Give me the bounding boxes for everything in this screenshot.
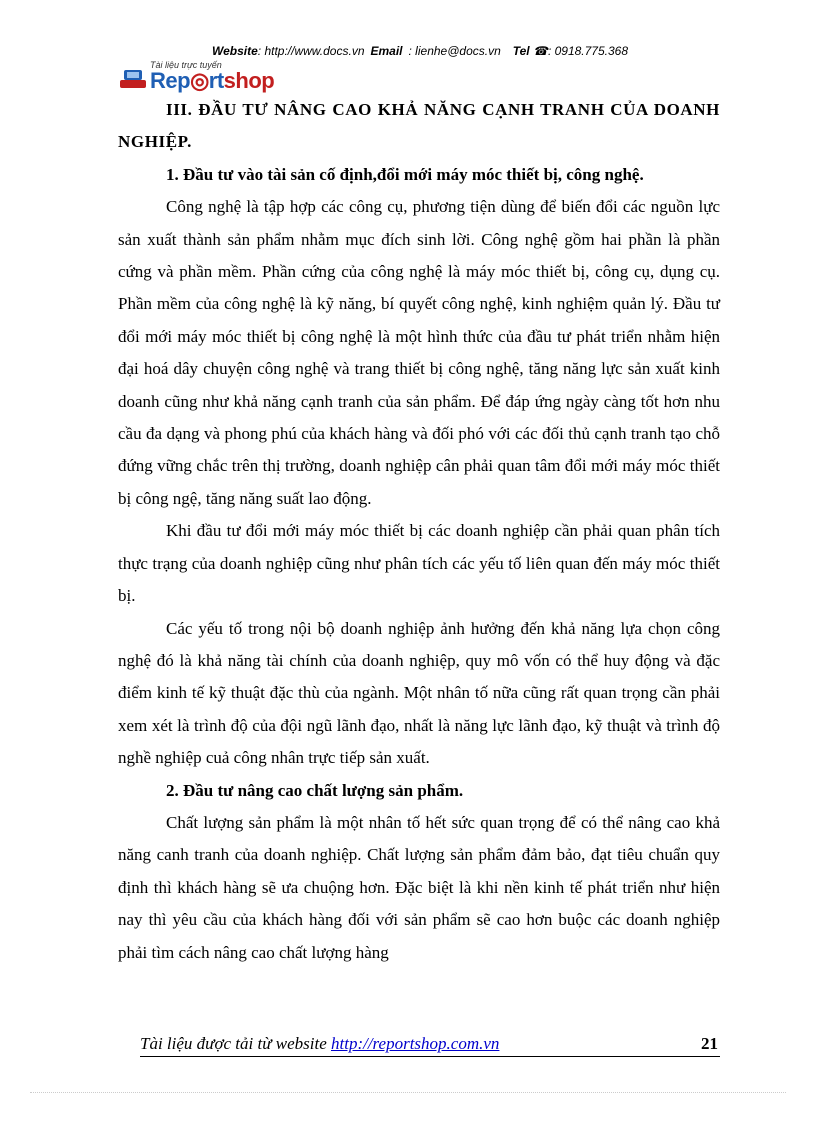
logo-icon [118,66,148,90]
footer-text: Tài liệu được tải từ website [140,1034,331,1053]
page-bottom-divider [30,1092,786,1093]
section-title: III. ĐẦU TƯ NÂNG CAO KHẢ NĂNG CẠNH TRANH CỦA DOANH NGHIỆP. [118,100,720,152]
tel-label: Tel [512,44,530,58]
page-header [120,44,720,58]
logo-wordmark: Rep◎rtshop [150,68,275,93]
document-body [118,94,720,969]
page-number: 21 [701,1034,718,1053]
page-footer [140,1034,720,1057]
website-label: Website [211,44,258,58]
paragraph: Khi đầu tư đổi mới máy móc thiết bị các doanh nghiệp cần phải quan phân tích thực trạng của doanh nghiệp cũng như phân tích các yếu tố liên quan đến máy móc thiết bị. [118,521,720,606]
website-value[interactable]: : http://www.docs.vn [257,44,365,58]
reportshop-logo[interactable] [118,60,278,94]
paragraph: Công nghệ là tập hợp các công cụ, phương tiện dùng để biến đổi các nguồn lực sản xuất thành sản phẩm nhằm mục đích sinh lời. Công nghệ gồm hai phần là phần cứng và phần mềm. Phần cứng của công nghệ là máy móc thiết bị, công cụ, dụng cụ. Phần mềm của công nghệ là kỹ năng, bí quyết công nghệ, kinh nghiệm quản lý. Đầu tư đổi mới máy móc thiết bị công nghệ là một hình thức của đầu tư phát triển nhằm hiện đại hoá dây chuyện công nghệ và trang thiết bị công nghệ, tăng năng lực sản xuất kinh doanh cũng như khả năng cạnh tranh của sản phẩm. Để đáp ứng ngày càng tốt hơn nhu cầu đa dạng và phong phú của khách hàng và đối phó với các đối thủ cạnh tranh tạo chỗ đứng vững chắc trên thị trường, doanh nghiệp cân phải quan tâm đổi mới máy móc thiết bị công ngệ, tăng năng suất lao động. [118,197,720,508]
subsection-1-title: 1. Đầu tư vào tài sản cố định,đổi mới máy móc thiết bị, công nghệ. [166,164,644,184]
email-label: Email [370,44,403,58]
footer-link[interactable]: http://reportshop.com.vn [331,1034,500,1053]
logo-tagline: Tài liệu trực tuyến [150,60,222,70]
paragraph: Các yếu tố trong nội bộ doanh nghiệp ảnh hưởng đến khả năng lựa chọn công nghệ đó là khả năng tài chính của doanh nghiệp, quy mô vốn có thể huy động và đặc điểm kinh tế kỹ thuật đặc thù của ngành. Một nhân tố nữa cũng rất quan trọng cần phải xem xét là trình độ của đội ngũ lãnh đạo, nhất là năng lực lãnh đạo, kỹ thuật và trình độ nghề nghiệp cuả công nhân trực tiếp sản xuất. [118,618,720,768]
logo-o-icon: ◎ [190,68,209,93]
tel-value: : 0918.775.368 [547,44,629,58]
phone-icon: ☎ [529,44,548,58]
subsection-2-title: 2. Đầu tư nâng cao chất lượng sản phẩm. [166,780,464,800]
email-value[interactable]: : lienhe@docs.vn [408,44,501,58]
paragraph: Chất lượng sản phẩm là một nhân tố hết sức quan trọng để có thể nâng cao khả năng canh tranh của doanh nghiệp. Chất lượng sản phẩm đảm bảo, đạt tiêu chuẩn quy định thì khách hàng sẽ ưa chuộng hơn. Đặc biệt là khi nền kinh tế phát triển như hiện nay thì yêu cầu của khách hàng đối với sản phẩm sẽ cao hơn buộc các doanh nghiệp phải tìm cách nâng cao chất lượng hàng [118,812,720,962]
